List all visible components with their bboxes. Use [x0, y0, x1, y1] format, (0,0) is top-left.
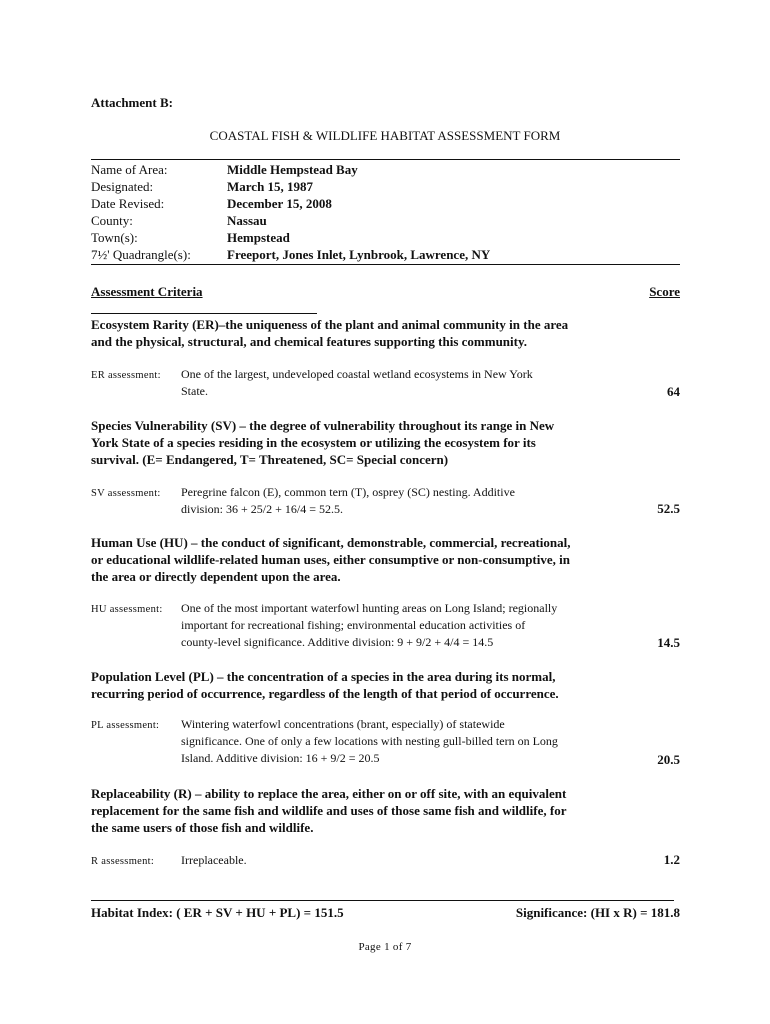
er-text-line: One of the largest, undeveloped coastal wetland ecosystems in New York — [181, 367, 533, 381]
hu-heading-line: Human Use (HU) – the conduct of significant, demonstrable, commercial, recreational, — [91, 535, 571, 550]
significance: Significance: (HI x R) = 181.8 — [515, 905, 680, 920]
info-value-name: Middle Hempstead Bay — [227, 162, 358, 177]
hu-assessment-label: HU assessment: — [91, 604, 163, 615]
pl-heading-line: Population Level (PL) – the concentration of a species in the area during its normal, — [91, 669, 556, 684]
er-heading-line: and the physical, structural, and chemical features supporting this community. — [91, 334, 528, 349]
pl-text-line: Island. Additive division: 16 + 9/2 = 20.5 — [181, 751, 380, 765]
score-header: Score — [649, 284, 680, 299]
sv-text-line: division: 36 + 25/2 + 16/4 = 52.5. — [181, 502, 343, 516]
divider-short — [91, 313, 317, 314]
r-heading-line: Replaceability (R) – ability to replace the area, either on or off site, with an equivalent — [91, 786, 567, 801]
info-label-revised: Date Revised: — [91, 196, 165, 211]
pl-assessment-text — [181, 716, 558, 767]
hu-heading — [91, 534, 571, 585]
hu-assessment-text — [181, 600, 557, 651]
divider-bottom — [91, 900, 674, 901]
divider-top — [91, 159, 680, 160]
divider-info — [91, 264, 680, 265]
info-label-name: Name of Area: — [91, 162, 168, 177]
r-heading-line: replacement for the same fish and wildlife and uses of those same fish and wildlife, for — [91, 803, 567, 818]
pl-text-line: significance. One of only a few locations with nesting gull-billed tern on Long — [181, 734, 558, 748]
hu-text-line: important for recreational fishing; environmental education activities of — [181, 618, 526, 632]
er-assessment-text — [181, 366, 533, 400]
sv-heading-line: Species Vulnerability (SV) – the degree of vulnerability throughout its range in New — [91, 418, 555, 433]
info-value-revised: December 15, 2008 — [227, 196, 332, 211]
r-text-line: Irreplaceable. — [181, 853, 247, 867]
sv-score: 52.5 — [657, 501, 680, 516]
r-heading-line: the same users of those fish and wildlife. — [91, 820, 314, 835]
criteria-header: Assessment Criteria — [91, 284, 203, 299]
r-assessment-label: R assessment: — [91, 856, 155, 867]
hu-score: 14.5 — [657, 635, 680, 650]
info-value-quadrangle: Freeport, Jones Inlet, Lynbrook, Lawrence, NY — [227, 247, 491, 262]
sv-text-line: Peregrine falcon (E), common tern (T), osprey (SC) nesting. Additive — [181, 485, 515, 499]
info-value-county: Nassau — [227, 213, 267, 228]
sv-heading-line: York State of a species residing in the ecosystem or utilizing the ecosystem for its — [91, 435, 536, 450]
info-label-designated: Designated: — [91, 179, 154, 194]
info-label-quadrangle: 7½' Quadrangle(s): — [91, 247, 191, 262]
sv-heading-line: survival. (E= Endangered, T= Threatened, SC= Special concern) — [91, 452, 449, 467]
sv-heading — [91, 417, 554, 468]
habitat-index: Habitat Index: ( ER + SV + HU + PL) = 151.5 — [91, 905, 344, 920]
pl-assessment-label: PL assessment: — [91, 720, 160, 731]
pl-heading — [91, 668, 559, 702]
page-number: Page 1 of 7 — [358, 941, 412, 953]
pl-heading-line: recurring period of occurrence, regardless of the length of that period of occurrence. — [91, 686, 559, 701]
attachment-label: Attachment B: — [91, 95, 173, 110]
r-score: 1.2 — [663, 852, 680, 867]
er-score: 64 — [667, 384, 680, 399]
sv-assessment-text — [181, 484, 515, 518]
er-heading — [91, 316, 568, 350]
hu-heading-line: or educational wildlife-related human uses, either consumptive or non-consumptive, in — [91, 552, 570, 567]
form-title: COASTAL FISH & WILDLIFE HABITAT ASSESSMENT FORM — [209, 128, 561, 143]
hu-text-line: county-level significance. Additive division: 9 + 9/2 + 4/4 = 14.5 — [181, 635, 494, 649]
pl-text-line: Wintering waterfowl concentrations (brant, especially) of statewide — [181, 717, 505, 731]
info-label-towns: Town(s): — [91, 230, 138, 245]
er-text-line: State. — [181, 384, 208, 398]
info-value-towns: Hempstead — [227, 230, 290, 245]
hu-heading-line: the area or directly dependent upon the area. — [91, 569, 341, 584]
info-label-county: County: — [91, 213, 133, 228]
pl-score: 20.5 — [657, 752, 680, 767]
info-value-designated: March 15, 1987 — [227, 179, 314, 194]
hu-text-line: One of the most important waterfowl hunting areas on Long Island; regionally — [181, 601, 558, 615]
er-heading-line: Ecosystem Rarity (ER)–the uniqueness of the plant and animal community in the area — [91, 317, 569, 332]
er-assessment-label: ER assessment: — [91, 370, 161, 381]
r-assessment-text — [181, 852, 247, 869]
r-heading — [91, 785, 566, 836]
sv-assessment-label: SV assessment: — [91, 488, 161, 499]
